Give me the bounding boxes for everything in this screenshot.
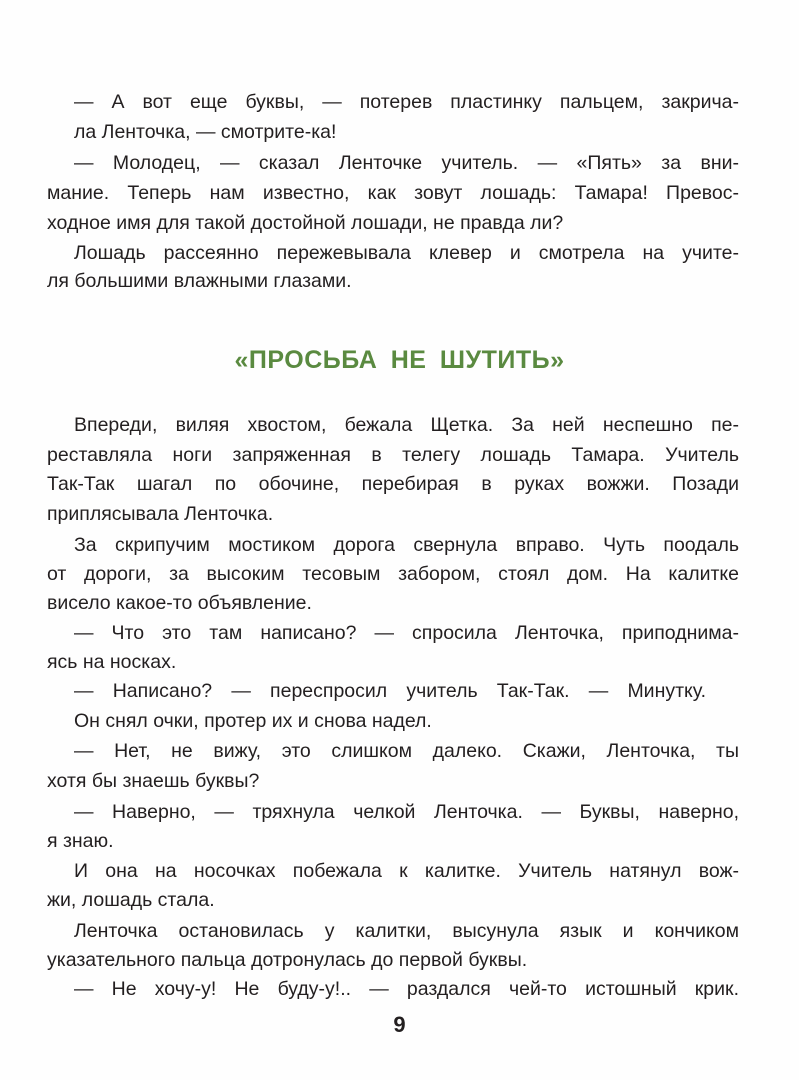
text-line: указательного пальца дотронулась до первой буквы. <box>47 949 528 971</box>
text-line: висело какое-то объявление. <box>47 592 312 614</box>
text-line: приплясывала Ленточка. <box>47 503 274 525</box>
text-line: Он снял очки, протер их и снова надел. <box>74 710 432 732</box>
text-line: И она на носочках побежала к калитке. Учитель натянул вож- <box>74 860 739 882</box>
text-line: — Написано? — переспросил учитель Так-Так. — Минутку. <box>74 680 706 702</box>
text-line: жи, лошадь стала. <box>47 889 215 911</box>
text-line: Так-Так шагал по обочине, перебирая в руках вожжи. Позади <box>47 473 739 495</box>
text-line: ла Ленточка, — смотрите-ка! <box>74 121 337 143</box>
text-line: мание. Теперь нам известно, как зовут лошадь: Тамара! Превос- <box>47 182 739 204</box>
text-line: я знаю. <box>47 830 114 852</box>
text-line: ходное имя для такой достойной лошади, не правда ли? <box>47 212 564 234</box>
text-line: — Молодец, — сказал Ленточке учитель. — «Пять» за вни- <box>74 152 739 174</box>
text-line: ля большими влажными глазами. <box>47 270 352 292</box>
text-line: — Наверно, — тряхнула челкой Ленточка. — Буквы, наверно, <box>74 801 739 823</box>
page-number: 9 <box>393 1012 406 1037</box>
text-line: от дороги, за высоким тесовым забором, стоял дом. На калитке <box>47 563 739 585</box>
text-line: Ленточка остановилась у калитки, высунула язык и кончиком <box>74 920 739 942</box>
text-line: Лошадь рассеянно пережевывала клевер и смотрела на учите- <box>74 242 739 264</box>
chapter-heading: «ПРОСЬБА НЕ ШУТИТЬ» <box>234 346 565 374</box>
text-line: — Что это там написано? — спросила Ленточка, приподнима- <box>74 622 739 644</box>
text-line: Впереди, виляя хвостом, бежала Щетка. За ней неспешно пе- <box>74 414 739 436</box>
text-line: хотя бы знаешь буквы? <box>47 770 260 792</box>
text-line: реставляла ноги запряженная в телегу лошадь Тамара. Учитель <box>47 444 739 466</box>
text-line: ясь на носках. <box>47 651 177 673</box>
text-line: — А вот еще буквы, — потерев пластинку пальцем, закрича- <box>74 91 739 113</box>
text-line: За скрипучим мостиком дорога свернула вправо. Чуть поодаль <box>74 534 739 556</box>
text-line: — Не хочу-у! Не буду-у!.. — раздался чей-то истошный крик. <box>74 978 739 1000</box>
text-line: — Нет, не вижу, это слишком далеко. Скажи, Ленточка, ты <box>74 740 739 762</box>
